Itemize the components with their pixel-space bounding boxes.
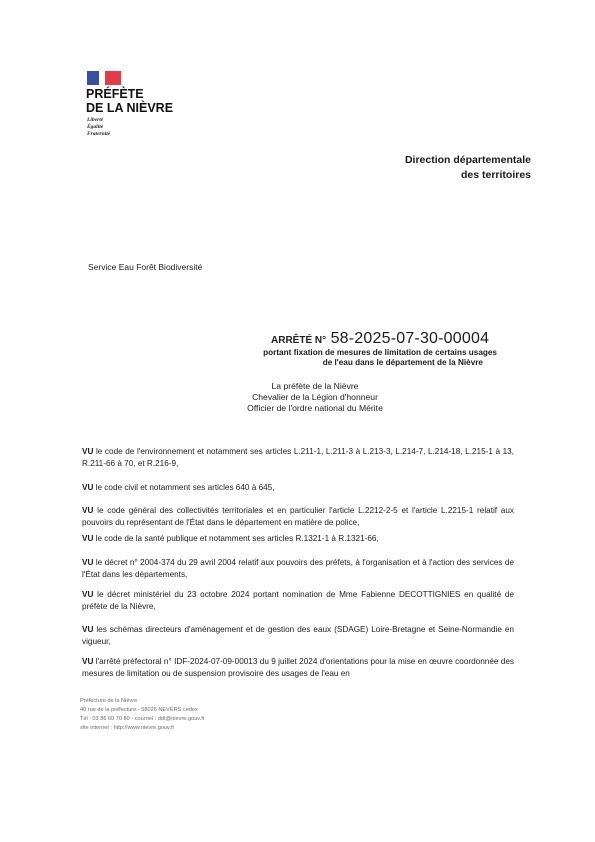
motto-liberte: Liberté <box>87 117 104 123</box>
signatory-line2: Chevalier de la Légion d'honneur <box>252 392 378 402</box>
motto-egalite: Égalité <box>87 124 104 130</box>
vu-label: VU <box>82 657 94 666</box>
prefecture-name-line2: DE LA NIÈVRE <box>86 101 174 115</box>
arrete-subtitle-line1: portant fixation de mesures de limitation de certains usages <box>263 348 497 357</box>
arrete-title <box>271 330 489 348</box>
considerant-decret-nomination <box>82 589 514 613</box>
vu-label: VU <box>82 534 94 543</box>
marianne-flag-logo <box>87 71 121 85</box>
arrete-subtitle-line2: de l'eau dans le département de la Nièvre <box>322 358 483 367</box>
direction-line2: des territoires <box>460 169 531 181</box>
vu-label: VU <box>82 506 94 515</box>
considerant-text: le code civil et notamment ses articles 640 à 645, <box>95 483 275 492</box>
considerant-environment-code <box>82 446 514 470</box>
footer-website: site internet : http://www.nievre.gouv.fr <box>80 725 175 731</box>
vu-label: VU <box>82 558 94 567</box>
considerant-collectivites-code <box>82 505 514 529</box>
considerant-text: l'arrêté préfectoral n° IDF-2024-07-09-00013 du 9 juillet 2024 d'orientations pour la mise en œuvre coordonnée des mesures de limitation ou de suspension provisoire des usages de l'eau en <box>82 657 514 679</box>
vu-label: VU <box>82 483 94 492</box>
vu-label: VU <box>82 625 94 634</box>
vu-label: VU <box>82 447 94 456</box>
considerant-text: les schémas directeurs d'aménagement et de gestion des eaux (SDAGE) Loire-Bretagne et Seine-Normandie en vigueur, <box>82 625 514 647</box>
considerant-text: le code général des collectivités territoriales et en particulier l'article L.2212-2-5 et l'article L.2215-1 relatif aux pouvoirs du représentant de l'État dans le département en matière de police, <box>82 506 515 528</box>
considerant-text: le décret n° 2004-374 du 29 avril 2004 relatif aux pouvoirs des préfets, à l'organisation et à l'action des services de l'État dans les départements, <box>82 558 514 580</box>
considerant-decret-2004 <box>82 557 514 581</box>
footer-address: 40 rue de la préfecture - 58026 NEVERS cedex <box>80 707 198 713</box>
signatory-line1: La préfète de la Nièvre <box>271 381 359 391</box>
direction-line1: Direction départementale <box>404 154 531 166</box>
signatory-line3: Officier de l'ordre national du Mérite <box>247 403 383 413</box>
considerant-text: le code de l'environnement et notamment ses articles L.211-1, L.211-3 à L.213-3, L.214-7, L.214-18, L.215-1 à 13, R.211-66 à 70, et R.216-9, <box>82 447 515 469</box>
service-name: Service Eau Forêt Biodiversité <box>88 262 203 272</box>
considerant-public-health-code <box>82 533 514 545</box>
footer-contact: Tél : 03 86 60 70 80 - courriel : ddt@nievre.gouv.fr <box>80 716 205 722</box>
prefecture-name-line1: PRÉFÈTE <box>86 87 144 101</box>
considerant-sdage <box>82 624 514 648</box>
motto-fraternite: Fraternité <box>87 131 111 137</box>
arrete-number: 58-2025-07-30-00004 <box>330 330 490 347</box>
vu-label: VU <box>82 590 94 599</box>
considerant-text: le code de la santé publique et notamment ses articles R.1321-1 à R.1321-66, <box>95 534 379 543</box>
arrete-prefix: ARRÊTÉ N° <box>271 335 327 346</box>
footer-prefecture: Préfecture de la Nièvre <box>80 698 138 704</box>
considerant-text: le décret ministériel du 23 octobre 2024 portant nomination de Mme Fabienne DECOTTIGNIES en qualité de préfète de la Nièvre, <box>82 590 514 612</box>
considerant-arrete-prefectoral <box>82 656 514 680</box>
considerant-civil-code <box>82 482 514 494</box>
